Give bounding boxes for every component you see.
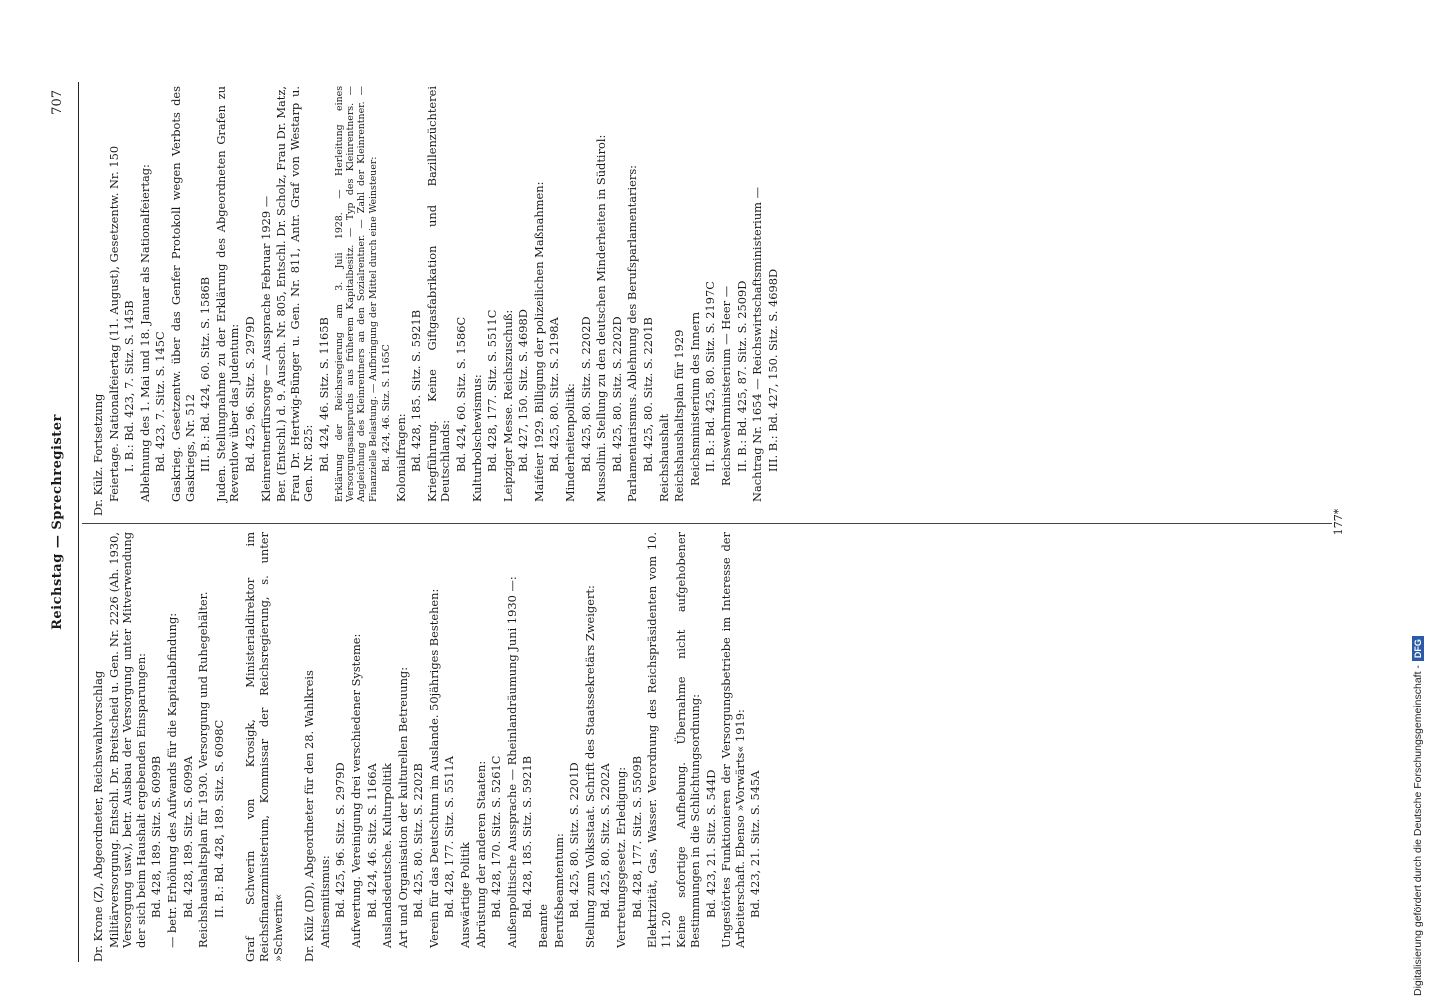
index-line: Bd. 424, 46. Sitz. S. 1165B [316,317,331,472]
dfg-logo: DFG [1412,636,1424,661]
index-line: — betr. Erhöhung des Aufwands für die Kapitalabfindung: [164,612,179,948]
index-line: Dr. Külz (DD), Abgeordneter für den 28. Wahlkreis [302,670,317,962]
index-line: Militärversorgung. Entschl. Dr. Breitscheid u. Gen. Nr. 2226 (Ah. 1930, Versorgung usw.), betr. Ausbau der Versorgung unter Mitverwendung der sich beim Haushalt ergebenden Einsparungen: [106,532,148,948]
page-header [50,82,72,962]
index-line: Auswärtige Politik [458,842,473,948]
index-line: Bd. 425, 96. Sitz. S. 2979D [242,316,257,472]
index-line [287,532,297,962]
header-rule [78,82,79,962]
index-line: Juden. Stellungnahme zu der Erklärung des Abgeordneten Grafen zu Reventlow über das Judentum: [213,86,242,502]
index-line: Ungestörtes Funktionieren der Versorgungsbetriebe im Interesse der Arbeiterschaft. Ebenso »Vorwärts« 1919: [719,532,747,948]
index-line: Bd. 428, 177. Sitz. S. 5509B [629,755,644,918]
index-line: Bd. 428, 189. Sitz. S. 6099B [149,755,164,918]
index-line: Bd. 425, 80. Sitz. S. 2198A [547,317,562,472]
page-title: Reichstag — Sprechregister [50,414,65,630]
column-separator [82,523,1332,524]
index-line: II. B.: Bd. 428, 189. Sitz. S. 6098C [211,719,226,918]
index-line: Leipziger Messe. Reichszuschuß: [500,309,515,502]
index-line: Verein für das Deutschtum im Auslande. 50jähriges Bestehen: [426,588,441,948]
index-line: Bd. 428, 170. Sitz. S. 5261C [489,755,504,918]
index-line: Bd. 423, 7. Sitz. S. 145C [153,331,168,472]
index-line: Bd. 428, 185. Sitz. S. 5921B [409,309,424,472]
index-line: Ber. (Entschl.) d. 9. Aussch. Nr. 805, Entschl. Dr. Scholz, Frau Dr. Matz, Frau Dr. Hertwig-Bünger u. Gen. Nr. 811, Antr. Graf von Westarp u. Gen. Nr. 825: [274,86,316,502]
index-line: Bd. 424, 60. Sitz. S. 1586C [453,316,468,472]
index-line: Elektrizität, Gas, Wasser. Verordnung des Reichspräsidenten vom 10. 11. 20 [645,532,673,948]
index-line: Bd. 423, 21. Sitz. S. 544D [703,769,718,918]
index-line: Bd. 425, 80. Sitz. S. 2202A [598,763,613,918]
index-line: II. B.: Bd. 425, 87. Sitz. S. 2509D [734,280,749,472]
left-column [86,532,765,962]
index-line: Berufsbeamtentum: [551,833,566,948]
index-line: Reichswehrministerium — Heer — [719,285,733,486]
index-line: Maifeier 1929. Billigung der polizeilichen Maßnahmen: [531,181,546,502]
index-line: Parlamentarismus. Ablehnung des Berufsparlamentariers: [625,164,640,502]
index-line: Dr. Krone (Z), Abgeordneter, Reichswahlvorschlag [91,670,105,962]
index-line: Bd. 424, 46. Sitz. S. 1166A [364,763,379,918]
index-line: Minderheitenpolitik: [563,383,578,502]
rotated-page [50,82,1350,962]
index-line: Kriegführung. Keine Giftgasfabrikation und Bazillenzüchterei Deutschlands: [424,86,453,502]
funding-note [1412,636,1424,996]
index-line: Bd. 428, 189. Sitz. S. 6099A [180,756,195,918]
index-line: Bd. 424, 46. Sitz. S. 1165C [381,344,393,472]
right-column [86,86,782,516]
index-line: Mussolini. Stellung zu den deutschen Minderheiten in Südtirol: [594,134,609,502]
index-line: Kolonialfragen: [393,413,408,502]
index-line: III. B.: Bd. 427, 150. Sitz. S. 4698D [765,268,780,472]
index-line: Aufwertung. Vereinigung drei verschiedener Systeme: [348,633,363,948]
index-line: Kleinrentnerfürsorge — Aussprache Februar 1929 — [258,195,273,502]
index-line: Kulturbolschewismus: [469,374,484,502]
index-line: Beamte [536,903,551,948]
signature-mark: 177* [1332,508,1345,536]
index-line: Bd. 428, 177. Sitz. S. 5511A [442,756,457,918]
index-line: Antisemitismus: [317,855,332,948]
index-line: Bd. 425, 80. Sitz. S. 2201D [567,762,582,918]
index-line: Erklärung der Reichsregierung am 3. Juli 1928. — Herleitung eines Versorgungsanspruchs aus früherem Kapitalbesitz. — Typ des Kleinrentners. — Angleichung des Kleinrentners an den Sozialrentner. — Zahl der Kleinrentner. — Finanzielle Belastung. — Aufbringung der Mittel durch eine Weinsteuer: [333,86,379,502]
index-line: Abrüstung der anderen Staaten: [473,760,488,948]
index-line [228,532,238,962]
index-line: Dr. Külz. Fortsetzung [91,393,105,516]
index-line: Reichshaushaltsplan für 1930. Versorgung und Ruhegehälter. [196,591,211,948]
index-line: Reichshaushaltsplan für 1929 [672,329,687,502]
index-line: Stellung zum Volksstaat. Schrift des Staatssekretärs Zweigert: [582,585,597,948]
index-line: I. B.: Bd. 423, 7. Sitz. S. 145B [122,300,137,472]
index-line: Reichsministerium des Innern [687,311,702,486]
index-line: Bd. 425, 96. Sitz. S. 2979D [333,762,348,918]
page-number: 707 [50,90,65,115]
index-line: Nachtrag Nr. 1654 — Reichswirtschaftsministerium — [750,187,765,502]
index-line: Bd. 428, 177. Sitz. S. 5511C [485,309,500,472]
index-line: Ablehnung des 1. Mai und 18. Januar als Nationalfeiertag: [137,164,152,502]
index-line: III. B.: Bd. 424, 60. Sitz. S. 1586B [198,276,213,472]
index-line: Gaskrieg. Gesetzentw. über das Genfer Protokoll wegen Verbots des Gaskriegs, Nr. 512 [168,86,197,502]
index-line: Bd. 425, 80. Sitz. S. 2202B [411,763,426,918]
index-line: Reichshaushalt [656,413,671,502]
index-line: II. B.: Bd. 425, 80. Sitz. S. 2197C [703,281,718,472]
index-line: Vertretungsgesetz. Erledigung: [614,766,628,948]
funding-note-text: Digitalisierung gefördert durch die Deutsche Forschungsgemeinschaft - [1412,665,1424,996]
index-line: Graf Schwerin von Krosigk, Ministerialdirektor im Reichsfinanzministerium, Kommissar der Reichsregierung, s. unter »Schwerin« [243,532,285,962]
index-line: Bd. 423, 21. Sitz. S. 545A [748,770,763,918]
index-line: Bd. 428, 185. Sitz. S. 5921B [520,755,535,918]
index-line: Bd. 425, 80. Sitz. S. 2202D [578,316,593,472]
index-line: Feiertage. Nationalfeiertag (11. August), Gesetzentw. Nr. 150 [106,145,121,502]
index-line: Keine sofortige Aufhebung. Übernahme nicht aufgehobener Bestimmungen in die Schlichtungsordnung: [674,532,702,948]
index-line: Bd. 425, 80. Sitz. S. 2201B [641,317,656,472]
index-line: Auslandsdeutsche. Kulturpolitik [380,763,395,948]
index-line: Außenpolitische Aussprache — Rheinlandräumung Juni 1930 —: [504,576,519,948]
index-line: Art und Organisation der kulturellen Betreuung: [395,666,410,948]
index-line: Bd. 427, 150. Sitz. S. 4698D [516,309,531,472]
index-line: Bd. 425, 80. Sitz. S. 2202D [609,316,624,472]
